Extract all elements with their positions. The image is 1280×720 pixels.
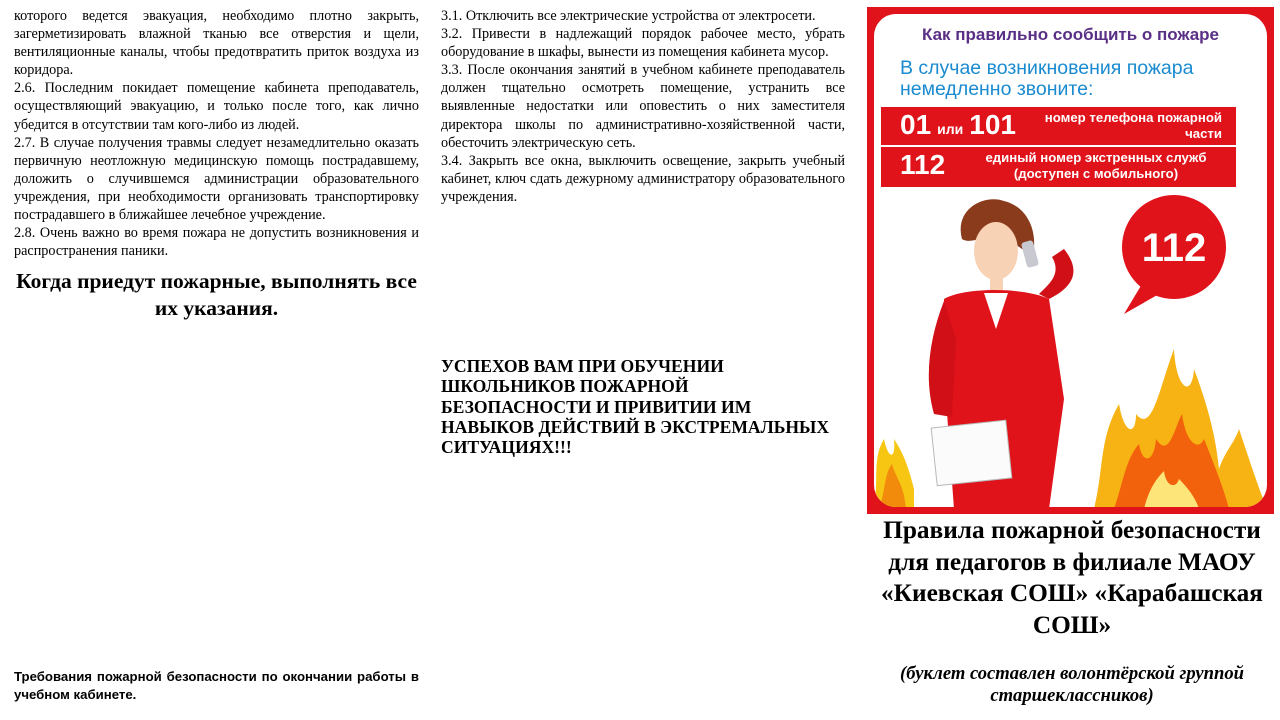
bubble-number: 112 (1141, 226, 1207, 270)
paragraph-3-4: 3.4. Закрыть все окна, выключить освещение, закрыть учебный кабинет, ключ сдать дежурному администратору образовательного учреждения. (441, 152, 845, 205)
emergency-desc: единый номер экстренных служб (доступен с мобильного) (985, 150, 1207, 181)
poster-panel (874, 14, 1267, 507)
firefighters-notice: Когда приедут пожарные, выполнять все их указания. (16, 269, 417, 321)
middle-column (441, 7, 845, 206)
paragraph-2-7: 2.7. В случае получения травмы следует незамедлительно оказать первичную неотложную медицинскую помощь пострадавшему, доложить о случившемся администрации образовательного учреждения, при необходимости организовать транспортировку пострадавшего в ближайшее лечебное учреждение. (14, 134, 419, 224)
paragraph-3-2: 3.2. Привести в надлежащий порядок рабочее место, убрать оборудование в шкафы, вынести из помещения кабинета мусор. (441, 26, 845, 61)
paragraph-2-8: 2.8. Очень важно во время пожара не допустить возникновения и распространения паники. (14, 225, 419, 260)
number-101: 101 (969, 109, 1016, 140)
or-word: или (937, 121, 964, 137)
woman-on-phone-illustration (874, 189, 1267, 507)
section-heading-after-work: Требования пожарной безопасности по окончании работы в учебном кабинете. (14, 669, 419, 702)
phone-numbers-box (881, 107, 1236, 187)
paragraph-2-6: 2.6. Последним покидает помещение кабинета преподаватель, осуществляющий эвакуацию, и только после того, как лично убедится в отсутствии там кого-либо из людей. (14, 80, 419, 133)
booklet-title: Правила пожарной безопасности для педагогов в филиале МАОУ «Киевская СОШ» «Карабашская СОШ» (881, 516, 1263, 639)
paragraph-evacuation-sealing: которого ведется эвакуация, необходимо плотно закрыть, загерметизировать влажной тканью все отверстия и щели, вентиляционные каналы, чтобы предотвратить приток воздуха из коридора. (14, 8, 419, 79)
poster-subtitle: В случае возникновения пожара немедленно звоните: (900, 57, 1194, 100)
fire-department-row (881, 107, 1236, 147)
paragraph-3-3: 3.3. После окончания занятий в учебном кабинете преподаватель должен тщательно осмотреть помещение, устранить все выявленные недостатки или оповестить о них заместителя директора школы по административно-хозяйственной части, обесточить электрическую сеть. (441, 62, 845, 151)
left-column (14, 7, 419, 322)
paragraph-3-1: 3.1. Отключить все электрические устройства от электросети. (441, 8, 816, 24)
poster-title: Как правильно сообщить о пожаре (921, 25, 1219, 44)
fire-department-desc: номер телефона пожарной части (1044, 110, 1222, 141)
woman-figure (929, 199, 1074, 507)
emergency-row (881, 147, 1236, 185)
success-wish: УСПЕХОВ ВАМ ПРИ ОБУЧЕНИИ ШКОЛЬНИКОВ ПОЖАРНОЙ БЕЗОПАСНОСТИ И ПРИВИТИИ ИМ НАВЫКОВ ДЕЙСТВИЙ В ЭКСТРЕМАЛЬНЫХ СИТУАЦИЯХ!!! (441, 356, 830, 458)
number-01: 01 (900, 109, 932, 140)
number-112: 112 (900, 149, 946, 180)
booklet-note: (буклет составлен волонтёрской группой старшеклассников) (900, 663, 1244, 706)
fire-report-poster (867, 7, 1274, 514)
speech-bubble-icon (1122, 195, 1226, 314)
